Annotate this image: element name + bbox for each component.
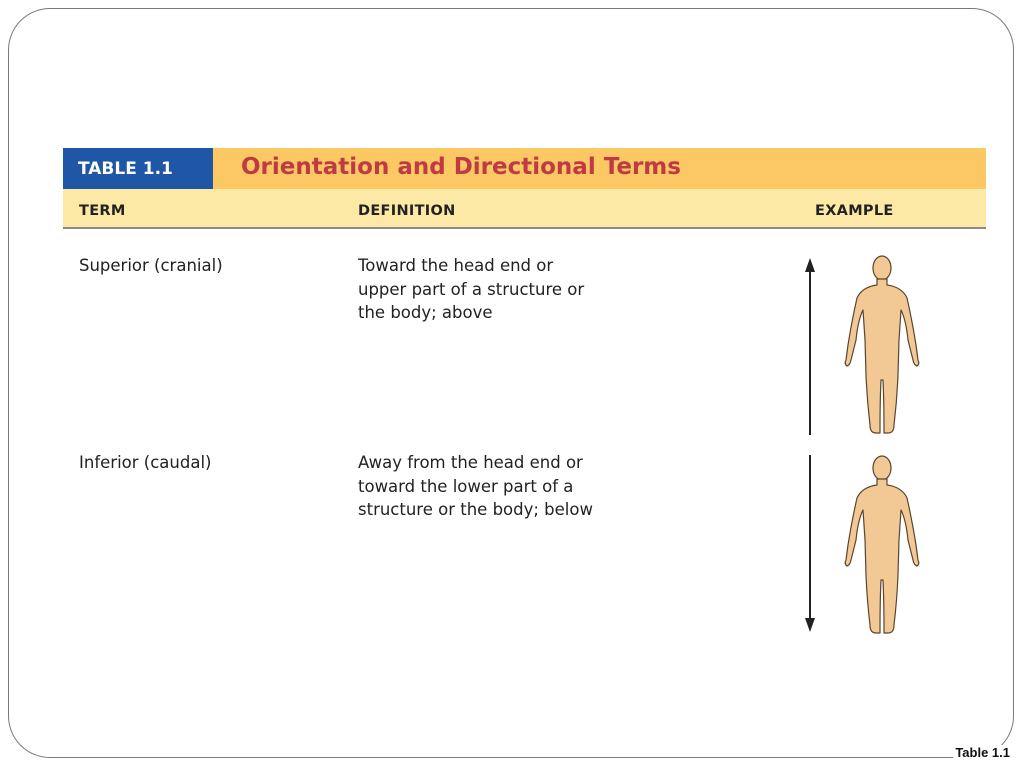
table-number-tag xyxy=(63,148,213,189)
definition-superior xyxy=(358,254,584,325)
definition-line: toward the lower part of a xyxy=(358,476,574,496)
definition-line: upper part of a structure or xyxy=(358,279,585,299)
term-inferior: Inferior (caudal) xyxy=(79,453,212,472)
definition-line: Away from the head end or xyxy=(358,453,583,472)
human-body-icon xyxy=(845,456,919,633)
definition-line: the body; above xyxy=(358,303,493,322)
down-arrow-icon xyxy=(805,455,815,632)
superior-example-figure xyxy=(800,250,930,440)
term-superior: Superior (cranial) xyxy=(79,256,223,275)
up-arrow-icon xyxy=(805,258,815,435)
table-title: Orientation and Directional Terms xyxy=(241,154,681,180)
definition-line: Toward the head end or xyxy=(358,256,554,275)
column-header-definition: DEFINITION xyxy=(358,203,456,219)
column-header-example: EXAMPLE xyxy=(815,203,894,219)
inferior-example-figure xyxy=(800,450,930,640)
human-body-icon xyxy=(845,256,919,433)
definition-line: structure or the body; below xyxy=(358,500,593,519)
column-header-term: TERM xyxy=(79,203,126,219)
definition-inferior xyxy=(358,451,593,522)
slide-footer-label: Table 1.1 xyxy=(955,745,1010,760)
table-number: TABLE 1.1 xyxy=(78,159,173,179)
